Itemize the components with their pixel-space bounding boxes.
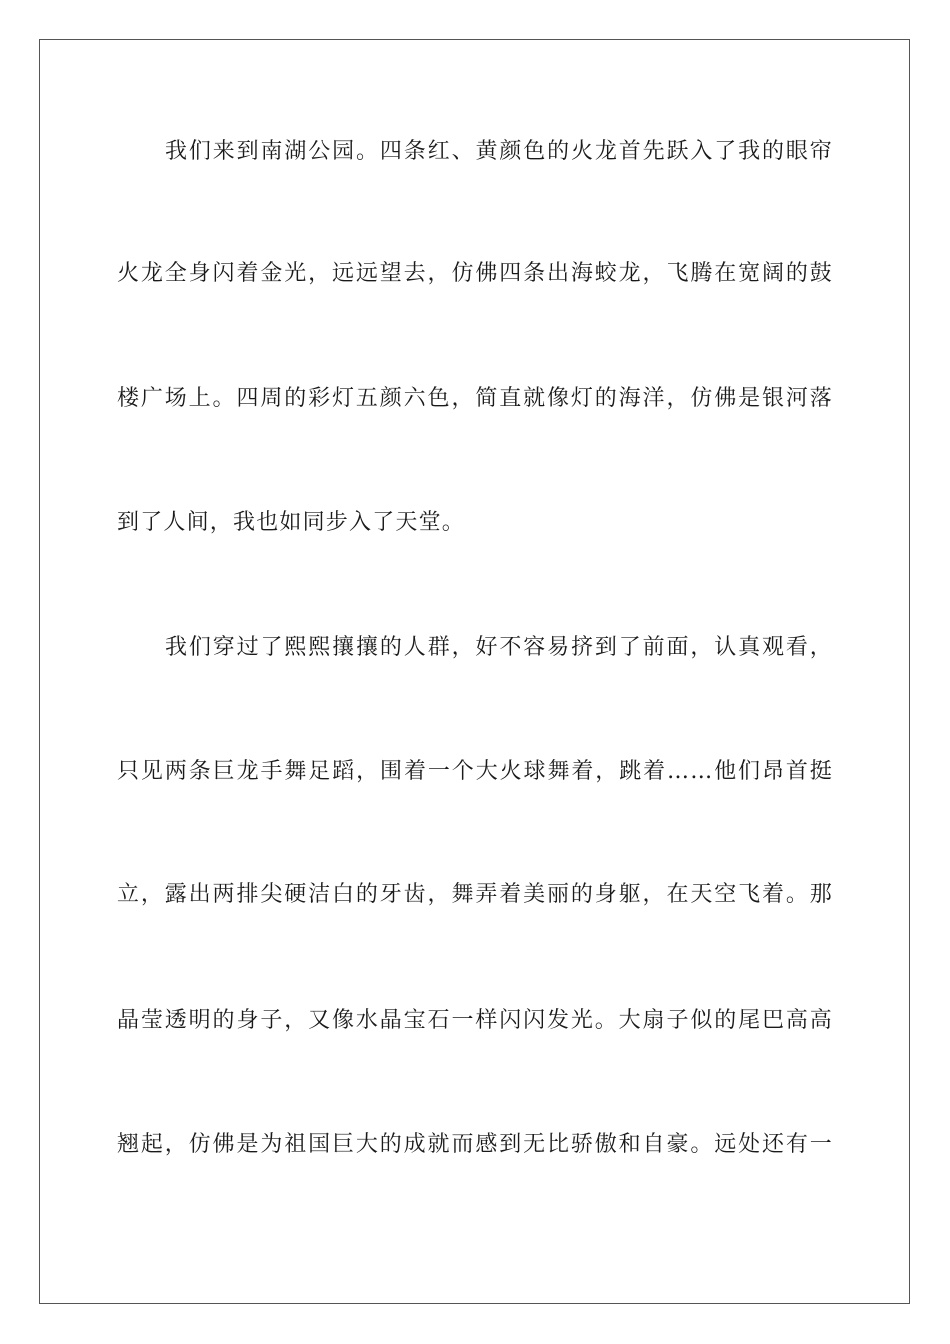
- text-line: 立，露出两排尖硬洁白的牙齿，舞弄着美丽的身躯，在天空飞着。那: [117, 882, 833, 907]
- text-line: 楼广场上。四周的彩灯五颜六色，简直就像灯的海洋，仿佛是银河落: [117, 386, 833, 411]
- text-line: 只见两条巨龙手舞足蹈，围着一个大火球舞着，跳着……他们昂首挺: [117, 759, 833, 784]
- page-frame: [39, 39, 910, 1304]
- text-line: 到了人间，我也如同步入了天堂。: [117, 510, 466, 535]
- text-line: 晶莹透明的身子，又像水晶宝石一样闪闪发光。大扇子似的尾巴高高: [117, 1008, 833, 1033]
- text-line: 翘起，仿佛是为祖国巨大的成就而感到无比骄傲和自豪。远处还有一: [117, 1132, 833, 1157]
- text-line: 我们穿过了熙熙攘攘的人群，好不容易挤到了前面，认真观看，: [165, 635, 833, 660]
- text-line: 火龙全身闪着金光，远远望去，仿佛四条出海蛟龙，飞腾在宽阔的鼓: [117, 261, 833, 286]
- text-line: 我们来到南湖公园。四条红、黄颜色的火龙首先跃入了我的眼帘: [165, 139, 833, 164]
